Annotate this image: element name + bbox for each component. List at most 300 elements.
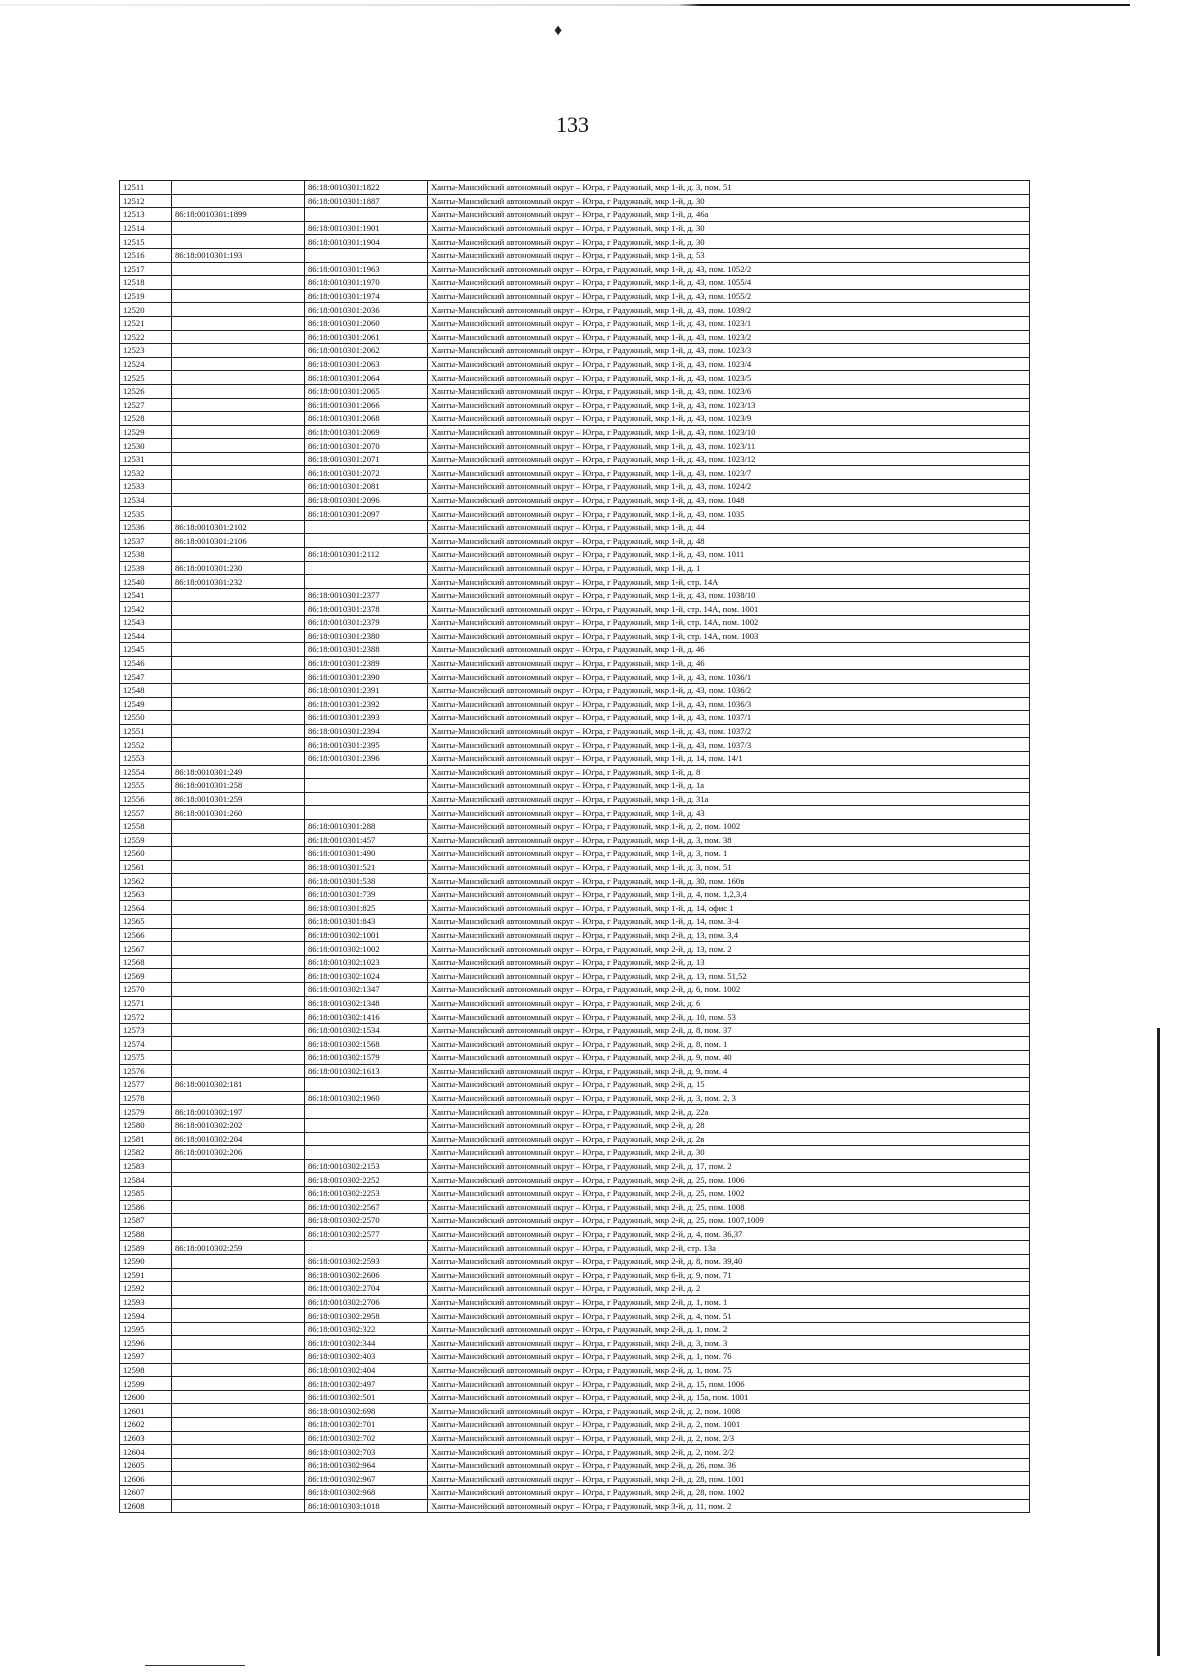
premises-cadastral-number-cell: 86:18:0010302:1960 — [305, 1091, 428, 1105]
cadastral-number-cell — [172, 697, 305, 711]
cadastral-number-cell — [172, 1486, 305, 1500]
table-row — [120, 425, 1030, 439]
row-number-cell: 12541 — [120, 588, 172, 602]
cadastral-number-cell — [172, 1363, 305, 1377]
table-row — [120, 1350, 1030, 1364]
address-cell: Ханты-Мансийский автономный округ – Югра, г Радужный, мкр 1-й, д. 43, пом. 1036/1 — [428, 670, 1030, 684]
table-row — [120, 629, 1030, 643]
table-row — [120, 887, 1030, 901]
table-row — [120, 847, 1030, 861]
row-number-cell: 12554 — [120, 765, 172, 779]
address-cell: Ханты-Мансийский автономный округ – Югра, г Радужный, мкр 2-й, д. 8, пом. 37 — [428, 1023, 1030, 1037]
premises-cadastral-number-cell — [305, 1118, 428, 1132]
row-number-cell: 12571 — [120, 996, 172, 1010]
cadastral-number-cell: 86:18:0010301:193 — [172, 248, 305, 262]
row-number-cell: 12533 — [120, 480, 172, 494]
address-cell: Ханты-Мансийский автономный округ – Югра, г Радужный, мкр 2-й, д. 25, пом. 1006 — [428, 1173, 1030, 1187]
row-number-cell: 12568 — [120, 955, 172, 969]
address-cell: Ханты-Мансийский автономный округ – Югра, г Радужный, мкр 1-й, д. 43, пом. 1036/2 — [428, 683, 1030, 697]
address-cell: Ханты-Мансийский автономный округ – Югра, г Радужный, мкр 1-й, д. 43, пом. 1023/4 — [428, 357, 1030, 371]
premises-cadastral-number-cell: 86:18:0010302:322 — [305, 1322, 428, 1336]
table-row — [120, 1268, 1030, 1282]
premises-cadastral-number-cell: 86:18:0010302:501 — [305, 1390, 428, 1404]
address-cell: Ханты-Мансийский автономный округ – Югра, г Радужный, мкр 1-й, д. 43, пом. 1035 — [428, 507, 1030, 521]
row-number-cell: 12573 — [120, 1023, 172, 1037]
row-number-cell: 12599 — [120, 1377, 172, 1391]
row-number-cell: 12588 — [120, 1227, 172, 1241]
table-row — [120, 194, 1030, 208]
row-number-cell: 12562 — [120, 874, 172, 888]
address-cell: Ханты-Мансийский автономный округ – Югра, г Радужный, мкр 1-й, д. 43, пом. 1023/9 — [428, 412, 1030, 426]
address-cell: Ханты-Мансийский автономный округ – Югра, г Радужный, мкр 1-й, д. 43, пом. 1024/2 — [428, 480, 1030, 494]
premises-cadastral-number-cell: 86:18:0010302:1568 — [305, 1037, 428, 1051]
table-row — [120, 1227, 1030, 1241]
cadastral-number-cell — [172, 588, 305, 602]
address-cell: Ханты-Мансийский автономный округ – Югра, г Радужный, мкр 1-й, д. 1а — [428, 779, 1030, 793]
address-cell: Ханты-Мансийский автономный округ – Югра, г Радужный, мкр 1-й, д. 43, пом. 1023/13 — [428, 398, 1030, 412]
premises-cadastral-number-cell: 86:18:0010302:964 — [305, 1458, 428, 1472]
scan-right-edge — [1157, 1028, 1160, 1656]
table-row — [120, 1105, 1030, 1119]
table-row — [120, 248, 1030, 262]
cadastral-number-cell — [172, 1445, 305, 1459]
premises-cadastral-number-cell: 86:18:0010301:2391 — [305, 683, 428, 697]
cadastral-number-cell — [172, 616, 305, 630]
cadastral-number-cell — [172, 357, 305, 371]
address-cell: Ханты-Мансийский автономный округ – Югра, г Радужный, мкр 2-й, д. 2в — [428, 1132, 1030, 1146]
row-number-cell: 12605 — [120, 1458, 172, 1472]
address-cell: Ханты-Мансийский автономный округ – Югра, г Радужный, мкр 1-й, д. 31а — [428, 792, 1030, 806]
table-row — [120, 371, 1030, 385]
address-cell: Ханты-Мансийский автономный округ – Югра, г Радужный, мкр 1-й, д. 30 — [428, 194, 1030, 208]
address-cell: Ханты-Мансийский автономный округ – Югра, г Радужный, мкр 2-й, д. 4, пом. 36,37 — [428, 1227, 1030, 1241]
premises-cadastral-number-cell: 86:18:0010302:1579 — [305, 1051, 428, 1065]
row-number-cell: 12596 — [120, 1336, 172, 1350]
row-number-cell: 12543 — [120, 616, 172, 630]
address-cell: Ханты-Мансийский автономный округ – Югра, г Радужный, мкр 2-й, д. 10, пом. 53 — [428, 1010, 1030, 1024]
table-row — [120, 711, 1030, 725]
premises-cadastral-number-cell: 86:18:0010302:2706 — [305, 1295, 428, 1309]
cadastral-number-cell: 86:18:0010302:181 — [172, 1078, 305, 1092]
premises-cadastral-number-cell: 86:18:0010302:2567 — [305, 1200, 428, 1214]
cadastral-number-cell: 86:18:0010302:202 — [172, 1118, 305, 1132]
row-number-cell: 12518 — [120, 276, 172, 290]
cadastral-number-cell — [172, 1418, 305, 1432]
cadastral-number-cell — [172, 316, 305, 330]
address-cell: Ханты-Мансийский автономный округ – Югра, г Радужный, мкр 1-й, д. 43, пом. 1023/11 — [428, 439, 1030, 453]
row-number-cell: 12577 — [120, 1078, 172, 1092]
address-cell: Ханты-Мансийский автономный округ – Югра, г Радужный, мкр 6-й, д. 9, пом. 71 — [428, 1268, 1030, 1282]
cadastral-number-cell — [172, 1377, 305, 1391]
address-cell: Ханты-Мансийский автономный округ – Югра, г Радужный, мкр 1-й, д. 4, пом. 1,2,3,4 — [428, 887, 1030, 901]
address-cell: Ханты-Мансийский автономный округ – Югра, г Радужный, мкр 1-й, д. 43, пом. 1036/3 — [428, 697, 1030, 711]
address-cell: Ханты-Мансийский автономный округ – Югра, г Радужный, мкр 1-й, д. 14, пом. 3-4 — [428, 915, 1030, 929]
cadastral-number-cell — [172, 548, 305, 562]
row-number-cell: 12580 — [120, 1118, 172, 1132]
table-row — [120, 983, 1030, 997]
cadastral-number-cell — [172, 1023, 305, 1037]
premises-cadastral-number-cell: 86:18:0010302:967 — [305, 1472, 428, 1486]
table-row — [120, 874, 1030, 888]
premises-cadastral-number-cell: 86:18:0010302:2253 — [305, 1186, 428, 1200]
premises-cadastral-number-cell: 86:18:0010301:2062 — [305, 344, 428, 358]
cadastral-number-cell — [172, 412, 305, 426]
premises-cadastral-number-cell — [305, 806, 428, 820]
address-cell: Ханты-Мансийский автономный округ – Югра, г Радужный, мкр 1-й, д. 1 — [428, 561, 1030, 575]
premises-cadastral-number-cell: 86:18:0010301:1963 — [305, 262, 428, 276]
premises-cadastral-number-cell: 86:18:0010301:1901 — [305, 221, 428, 235]
row-number-cell: 12608 — [120, 1499, 172, 1513]
row-number-cell: 12604 — [120, 1445, 172, 1459]
table-row — [120, 384, 1030, 398]
cadastral-number-cell: 86:18:0010301:2106 — [172, 534, 305, 548]
cadastral-number-cell — [172, 1200, 305, 1214]
premises-cadastral-number-cell — [305, 765, 428, 779]
table-row — [120, 1064, 1030, 1078]
address-cell: Ханты-Мансийский автономный округ – Югра, г Радужный, мкр 1-й, д. 43, пом. 1023/12 — [428, 452, 1030, 466]
row-number-cell: 12590 — [120, 1254, 172, 1268]
cadastral-number-cell: 86:18:0010301:2102 — [172, 520, 305, 534]
premises-cadastral-number-cell: 86:18:0010302:2606 — [305, 1268, 428, 1282]
table-row — [120, 1051, 1030, 1065]
row-number-cell: 12516 — [120, 248, 172, 262]
premises-cadastral-number-cell — [305, 575, 428, 589]
row-number-cell: 12598 — [120, 1363, 172, 1377]
address-cell: Ханты-Мансийский автономный округ – Югра, г Радужный, мкр 1-й, д. 43, пом. 1052/2 — [428, 262, 1030, 276]
cadastral-number-cell — [172, 1037, 305, 1051]
table-row — [120, 1037, 1030, 1051]
premises-cadastral-number-cell: 86:18:0010301:1822 — [305, 181, 428, 195]
premises-cadastral-number-cell: 86:18:0010302:1024 — [305, 969, 428, 983]
table-row — [120, 942, 1030, 956]
cadastral-number-cell — [172, 847, 305, 861]
cadastral-number-cell — [172, 1350, 305, 1364]
premises-cadastral-number-cell: 86:18:0010301:2379 — [305, 616, 428, 630]
table-row — [120, 1458, 1030, 1472]
table-row — [120, 996, 1030, 1010]
cadastral-number-cell — [172, 1268, 305, 1282]
address-cell: Ханты-Мансийский автономный округ – Югра, г Радужный, мкр 2-й, д. 13, пом. 51,52 — [428, 969, 1030, 983]
address-cell: Ханты-Мансийский автономный округ – Югра, г Радужный, мкр 1-й, д. 43, пом. 1039/2 — [428, 303, 1030, 317]
cadastral-number-cell — [172, 819, 305, 833]
address-cell: Ханты-Мансийский автономный округ – Югра, г Радужный, мкр 2-й, д. 6 — [428, 996, 1030, 1010]
cadastral-number-cell — [172, 1159, 305, 1173]
table-row — [120, 1377, 1030, 1391]
premises-cadastral-number-cell: 86:18:0010301:2081 — [305, 480, 428, 494]
table-row — [120, 860, 1030, 874]
premises-cadastral-number-cell: 86:18:0010301:2389 — [305, 656, 428, 670]
row-number-cell: 12535 — [120, 507, 172, 521]
table-row — [120, 616, 1030, 630]
table-row — [120, 1322, 1030, 1336]
cadastral-number-cell — [172, 629, 305, 643]
table-row — [120, 289, 1030, 303]
address-cell: Ханты-Мансийский автономный округ – Югра, г Радужный, мкр 2-й, д. 15 — [428, 1078, 1030, 1092]
premises-cadastral-number-cell: 86:18:0010301:2063 — [305, 357, 428, 371]
premises-cadastral-number-cell: 86:18:0010301:2396 — [305, 751, 428, 765]
cadastral-number-cell — [172, 1322, 305, 1336]
address-cell: Ханты-Мансийский автономный округ – Югра, г Радужный, мкр 2-й, д. 30 — [428, 1146, 1030, 1160]
premises-cadastral-number-cell: 86:18:0010302:1347 — [305, 983, 428, 997]
cadastral-number-cell: 86:18:0010301:249 — [172, 765, 305, 779]
cadastral-number-cell — [172, 1010, 305, 1024]
row-number-cell: 12557 — [120, 806, 172, 820]
row-number-cell: 12529 — [120, 425, 172, 439]
cadastral-number-cell — [172, 1336, 305, 1350]
row-number-cell: 12513 — [120, 208, 172, 222]
table-row — [120, 534, 1030, 548]
table-row — [120, 1200, 1030, 1214]
cadastral-number-cell — [172, 1458, 305, 1472]
cadastral-number-cell: 86:18:0010301:232 — [172, 575, 305, 589]
row-number-cell: 12595 — [120, 1322, 172, 1336]
cadastral-number-cell — [172, 643, 305, 657]
address-cell: Ханты-Мансийский автономный округ – Югра, г Радужный, мкр 2-й, д. 2, пом. 1001 — [428, 1418, 1030, 1432]
premises-cadastral-number-cell: 86:18:0010302:698 — [305, 1404, 428, 1418]
address-cell: Ханты-Мансийский автономный округ – Югра, г Радужный, мкр 1-й, д. 30 — [428, 221, 1030, 235]
registry-table — [119, 180, 1030, 1513]
cadastral-number-cell — [172, 276, 305, 290]
table-row — [120, 208, 1030, 222]
address-cell: Ханты-Мансийский автономный округ – Югра, г Радужный, мкр 1-й, д. 43, пом. 1037/3 — [428, 738, 1030, 752]
row-number-cell: 12525 — [120, 371, 172, 385]
row-number-cell: 12575 — [120, 1051, 172, 1065]
cadastral-number-cell — [172, 751, 305, 765]
table-row — [120, 1363, 1030, 1377]
table-row — [120, 1336, 1030, 1350]
address-cell: Ханты-Мансийский автономный округ – Югра, г Радужный, мкр 1-й, д. 3, пом. 38 — [428, 833, 1030, 847]
cadastral-number-cell: 86:18:0010301:230 — [172, 561, 305, 575]
row-number-cell: 12542 — [120, 602, 172, 616]
cadastral-number-cell: 86:18:0010302:197 — [172, 1105, 305, 1119]
row-number-cell: 12532 — [120, 466, 172, 480]
premises-cadastral-number-cell: 86:18:0010301:1970 — [305, 276, 428, 290]
table-row — [120, 683, 1030, 697]
address-cell: Ханты-Мансийский автономный округ – Югра, г Радужный, мкр 1-й, д. 2, пом. 1002 — [428, 819, 1030, 833]
row-number-cell: 12594 — [120, 1309, 172, 1323]
address-cell: Ханты-Мансийский автономный округ – Югра, г Радужный, мкр 2-й, д. 8, пом. 39,40 — [428, 1254, 1030, 1268]
table-row — [120, 643, 1030, 657]
cadastral-number-cell — [172, 330, 305, 344]
address-cell: Ханты-Мансийский автономный округ – Югра, г Радужный, мкр 1-й, д. 43, пом. 1037/1 — [428, 711, 1030, 725]
address-cell: Ханты-Мансийский автономный округ – Югра, г Радужный, мкр 1-й, д. 3, пом. 51 — [428, 181, 1030, 195]
address-cell: Ханты-Мансийский автономный округ – Югра, г Радужный, мкр 1-й, д. 43, пом. 1038/10 — [428, 588, 1030, 602]
address-cell: Ханты-Мансийский автономный округ – Югра, г Радужный, мкр 2-й, д. 28, пом. 1001 — [428, 1472, 1030, 1486]
address-cell: Ханты-Мансийский автономный округ – Югра, г Радужный, мкр 1-й, д. 43, пом. 1023/2 — [428, 330, 1030, 344]
premises-cadastral-number-cell: 86:18:0010301:739 — [305, 887, 428, 901]
premises-cadastral-number-cell: 86:18:0010301:2061 — [305, 330, 428, 344]
premises-cadastral-number-cell: 86:18:0010301:2390 — [305, 670, 428, 684]
row-number-cell: 12591 — [120, 1268, 172, 1282]
table-row — [120, 276, 1030, 290]
address-cell: Ханты-Мансийский автономный округ – Югра, г Радужный, мкр 2-й, д. 28 — [428, 1118, 1030, 1132]
row-number-cell: 12524 — [120, 357, 172, 371]
premises-cadastral-number-cell: 86:18:0010301:521 — [305, 860, 428, 874]
table-row — [120, 357, 1030, 371]
premises-cadastral-number-cell: 86:18:0010301:2380 — [305, 629, 428, 643]
cadastral-number-cell — [172, 1227, 305, 1241]
premises-cadastral-number-cell: 86:18:0010301:2392 — [305, 697, 428, 711]
address-cell: Ханты-Мансийский автономный округ – Югра, г Радужный, мкр 2-й, д. 13, пом. 2 — [428, 942, 1030, 956]
premises-cadastral-number-cell: 86:18:0010301:2065 — [305, 384, 428, 398]
row-number-cell: 12585 — [120, 1186, 172, 1200]
cadastral-number-cell — [172, 928, 305, 942]
table-row — [120, 439, 1030, 453]
cadastral-number-cell — [172, 996, 305, 1010]
address-cell: Ханты-Мансийский автономный округ – Югра, г Радужный, мкр 2-й, д. 8, пом. 1 — [428, 1037, 1030, 1051]
premises-cadastral-number-cell: 86:18:0010301:2066 — [305, 398, 428, 412]
table-row — [120, 779, 1030, 793]
table-row — [120, 833, 1030, 847]
cadastral-number-cell — [172, 384, 305, 398]
row-number-cell: 12517 — [120, 262, 172, 276]
table-row — [120, 1499, 1030, 1513]
address-cell: Ханты-Мансийский автономный округ – Югра, г Радужный, мкр 2-й, д. 25, пом. 1008 — [428, 1200, 1030, 1214]
premises-cadastral-number-cell: 86:18:0010301:288 — [305, 819, 428, 833]
row-number-cell: 12606 — [120, 1472, 172, 1486]
row-number-cell: 12559 — [120, 833, 172, 847]
table-row — [120, 548, 1030, 562]
row-number-cell: 12526 — [120, 384, 172, 398]
cadastral-number-cell — [172, 1404, 305, 1418]
cadastral-number-cell — [172, 874, 305, 888]
premises-cadastral-number-cell: 86:18:0010302:1348 — [305, 996, 428, 1010]
table-row — [120, 1295, 1030, 1309]
premises-cadastral-number-cell: 86:18:0010301:2071 — [305, 452, 428, 466]
premises-cadastral-number-cell: 86:18:0010302:403 — [305, 1350, 428, 1364]
address-cell: Ханты-Мансийский автономный округ – Югра, г Радужный, мкр 2-й, д. 4, пом. 51 — [428, 1309, 1030, 1323]
table-row — [120, 792, 1030, 806]
cadastral-number-cell — [172, 711, 305, 725]
premises-cadastral-number-cell: 86:18:0010301:1887 — [305, 194, 428, 208]
cadastral-number-cell — [172, 1173, 305, 1187]
row-number-cell: 12567 — [120, 942, 172, 956]
premises-cadastral-number-cell: 86:18:0010302:497 — [305, 1377, 428, 1391]
row-number-cell: 12531 — [120, 452, 172, 466]
premises-cadastral-number-cell — [305, 561, 428, 575]
row-number-cell: 12589 — [120, 1241, 172, 1255]
cadastral-number-cell — [172, 1091, 305, 1105]
row-number-cell: 12521 — [120, 316, 172, 330]
premises-cadastral-number-cell — [305, 534, 428, 548]
row-number-cell: 12602 — [120, 1418, 172, 1432]
address-cell: Ханты-Мансийский автономный округ – Югра, г Радужный, мкр 1-й, стр. 14А, пом. 1003 — [428, 629, 1030, 643]
premises-cadastral-number-cell: 86:18:0010301:538 — [305, 874, 428, 888]
premises-cadastral-number-cell: 86:18:0010302:702 — [305, 1431, 428, 1445]
row-number-cell: 12538 — [120, 548, 172, 562]
premises-cadastral-number-cell: 86:18:0010301:1974 — [305, 289, 428, 303]
table-row — [120, 1159, 1030, 1173]
table-row — [120, 452, 1030, 466]
premises-cadastral-number-cell: 86:18:0010303:1018 — [305, 1499, 428, 1513]
table-row — [120, 697, 1030, 711]
cadastral-number-cell — [172, 1186, 305, 1200]
premises-cadastral-number-cell: 86:18:0010301:2072 — [305, 466, 428, 480]
row-number-cell: 12512 — [120, 194, 172, 208]
address-cell: Ханты-Мансийский автономный округ – Югра, г Радужный, мкр 2-й, д. 1, пом. 75 — [428, 1363, 1030, 1377]
cadastral-number-cell — [172, 656, 305, 670]
premises-cadastral-number-cell: 86:18:0010301:2378 — [305, 602, 428, 616]
address-cell: Ханты-Мансийский автономный округ – Югра, г Радужный, мкр 1-й, стр. 14А — [428, 575, 1030, 589]
cadastral-number-cell — [172, 181, 305, 195]
address-cell: Ханты-Мансийский автономный округ – Югра, г Радужный, мкр 2-й, д. 1, пом. 2 — [428, 1322, 1030, 1336]
cadastral-number-cell — [172, 738, 305, 752]
row-number-cell: 12544 — [120, 629, 172, 643]
premises-cadastral-number-cell — [305, 1078, 428, 1092]
row-number-cell: 12537 — [120, 534, 172, 548]
premises-cadastral-number-cell: 86:18:0010302:2577 — [305, 1227, 428, 1241]
cadastral-number-cell: 86:18:0010301:1899 — [172, 208, 305, 222]
table-row — [120, 969, 1030, 983]
premises-cadastral-number-cell — [305, 1241, 428, 1255]
address-cell: Ханты-Мансийский автономный округ – Югра, г Радужный, мкр 2-й, д. 6, пом. 1002 — [428, 983, 1030, 997]
row-number-cell: 12560 — [120, 847, 172, 861]
page-number: 133 — [556, 112, 589, 137]
cadastral-number-cell — [172, 1254, 305, 1268]
table-row — [120, 221, 1030, 235]
address-cell: Ханты-Мансийский автономный округ – Югра, г Радужный, мкр 1-й, д. 46 — [428, 643, 1030, 657]
table-row — [120, 1214, 1030, 1228]
row-number-cell: 12534 — [120, 493, 172, 507]
address-cell: Ханты-Мансийский автономный округ – Югра, г Радужный, мкр 1-й, д. 30, пом. 160в — [428, 874, 1030, 888]
table-row — [120, 1186, 1030, 1200]
table-row — [120, 819, 1030, 833]
address-cell: Ханты-Мансийский автономный округ – Югра, г Радужный, мкр 3-й, д. 11, пом. 2 — [428, 1499, 1030, 1513]
address-cell: Ханты-Мансийский автономный округ – Югра, г Радужный, мкр 1-й, д. 43, пом. 1023/1 — [428, 316, 1030, 330]
cadastral-number-cell — [172, 1472, 305, 1486]
table-row — [120, 1472, 1030, 1486]
row-number-cell: 12552 — [120, 738, 172, 752]
premises-cadastral-number-cell — [305, 248, 428, 262]
address-cell: Ханты-Мансийский автономный округ – Югра, г Радужный, мкр 1-й, д. 43 — [428, 806, 1030, 820]
premises-cadastral-number-cell: 86:18:0010301:2096 — [305, 493, 428, 507]
premises-cadastral-number-cell — [305, 1105, 428, 1119]
premises-cadastral-number-cell: 86:18:0010301:2097 — [305, 507, 428, 521]
premises-cadastral-number-cell: 86:18:0010302:2958 — [305, 1309, 428, 1323]
premises-cadastral-number-cell: 86:18:0010302:703 — [305, 1445, 428, 1459]
row-number-cell: 12558 — [120, 819, 172, 833]
cadastral-number-cell — [172, 942, 305, 956]
cadastral-number-cell — [172, 915, 305, 929]
premises-cadastral-number-cell: 86:18:0010302:968 — [305, 1486, 428, 1500]
row-number-cell: 12601 — [120, 1404, 172, 1418]
premises-cadastral-number-cell: 86:18:0010302:404 — [305, 1363, 428, 1377]
address-cell: Ханты-Мансийский автономный округ – Югра, г Радужный, мкр 1-й, д. 43, пом. 1023/6 — [428, 384, 1030, 398]
row-number-cell: 12551 — [120, 724, 172, 738]
table-row — [120, 466, 1030, 480]
premises-cadastral-number-cell: 86:18:0010301:825 — [305, 901, 428, 915]
premises-cadastral-number-cell: 86:18:0010302:1416 — [305, 1010, 428, 1024]
row-number-cell: 12530 — [120, 439, 172, 453]
table-row — [120, 1010, 1030, 1024]
premises-cadastral-number-cell: 86:18:0010301:2070 — [305, 439, 428, 453]
address-cell: Ханты-Мансийский автономный округ – Югра, г Радужный, мкр 2-й, д. 13 — [428, 955, 1030, 969]
cadastral-number-cell — [172, 262, 305, 276]
cadastral-number-cell: 86:18:0010302:204 — [172, 1132, 305, 1146]
address-cell: Ханты-Мансийский автономный округ – Югра, г Радужный, мкр 1-й, д. 43, пом. 1055/2 — [428, 289, 1030, 303]
address-cell: Ханты-Мансийский автономный округ – Югра, г Радужный, мкр 2-й, д. 9, пом. 40 — [428, 1051, 1030, 1065]
table-row — [120, 1486, 1030, 1500]
table-row — [120, 588, 1030, 602]
table-row — [120, 507, 1030, 521]
row-number-cell: 12545 — [120, 643, 172, 657]
row-number-cell: 12587 — [120, 1214, 172, 1228]
address-cell: Ханты-Мансийский автономный округ – Югра, г Радужный, мкр 2-й, д. 15, пом. 1006 — [428, 1377, 1030, 1391]
address-cell: Ханты-Мансийский автономный округ – Югра, г Радужный, мкр 1-й, д. 43, пом. 1023/3 — [428, 344, 1030, 358]
row-number-cell: 12523 — [120, 344, 172, 358]
table-row — [120, 561, 1030, 575]
premises-cadastral-number-cell: 86:18:0010301:2393 — [305, 711, 428, 725]
